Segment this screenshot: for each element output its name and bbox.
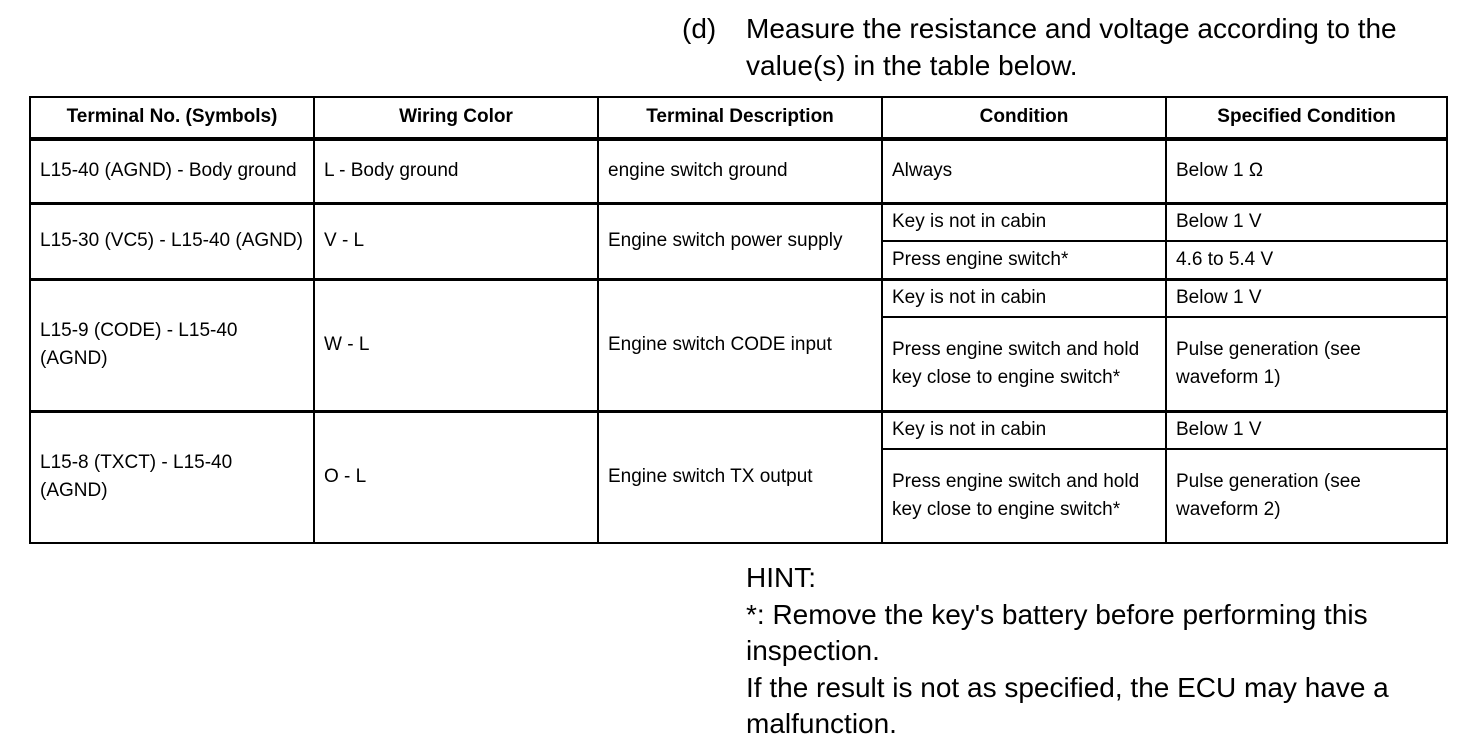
table-row bbox=[30, 279, 1447, 317]
header-specified-condition: Specified Condition bbox=[1166, 97, 1447, 139]
specified-cell: Below 1 V bbox=[1166, 279, 1447, 317]
hint-block bbox=[746, 560, 1446, 743]
specified-cell: Pulse generation (see waveform 2) bbox=[1166, 449, 1447, 543]
wiring-color-cell: W - L bbox=[314, 279, 598, 411]
wiring-color-cell: V - L bbox=[314, 203, 598, 279]
wiring-color-cell: L - Body ground bbox=[314, 139, 598, 203]
description-cell: engine switch ground bbox=[598, 139, 882, 203]
table-row bbox=[30, 139, 1447, 203]
terminal-cell: L15-30 (VC5) - L15-40 (AGND) bbox=[30, 203, 314, 279]
header-terminal-description: Terminal Description bbox=[598, 97, 882, 139]
hint-line: *: Remove the key's battery before performing this inspection. bbox=[746, 598, 1368, 666]
condition-cell: Key is not in cabin bbox=[882, 203, 1166, 241]
terminal-cell: L15-9 (CODE) - L15-40 (AGND) bbox=[30, 279, 314, 411]
hint-line: If the result is not as specified, the ECU may have a malfunction. bbox=[746, 671, 1389, 739]
condition-cell: Key is not in cabin bbox=[882, 279, 1166, 317]
table-row bbox=[30, 203, 1447, 241]
condition-cell: Press engine switch* bbox=[882, 241, 1166, 279]
terminal-cell: L15-40 (AGND) - Body ground bbox=[30, 139, 314, 203]
table-header-row bbox=[30, 97, 1447, 139]
header-wiring-color: Wiring Color bbox=[314, 97, 598, 139]
terminal-cell: L15-8 (TXCT) - L15-40 (AGND) bbox=[30, 411, 314, 543]
wiring-color-cell: O - L bbox=[314, 411, 598, 543]
condition-cell: Key is not in cabin bbox=[882, 411, 1166, 449]
header-condition: Condition bbox=[882, 97, 1166, 139]
header-terminal: Terminal No. (Symbols) bbox=[30, 97, 314, 139]
specified-cell: Below 1 Ω bbox=[1166, 139, 1447, 203]
description-cell: Engine switch CODE input bbox=[598, 279, 882, 411]
description-cell: Engine switch TX output bbox=[598, 411, 882, 543]
hint-title: HINT: bbox=[746, 562, 816, 593]
table-row bbox=[30, 411, 1447, 449]
specified-cell: Below 1 V bbox=[1166, 411, 1447, 449]
specified-cell: Pulse generation (see waveform 1) bbox=[1166, 317, 1447, 411]
step-text: Measure the resistance and voltage according to the value(s) in the table below. bbox=[746, 13, 1397, 81]
specified-cell: Below 1 V bbox=[1166, 203, 1447, 241]
condition-cell: Press engine switch and hold key close to engine switch* bbox=[882, 317, 1166, 411]
step-marker: (d) bbox=[682, 13, 717, 44]
description-cell: Engine switch power supply bbox=[598, 203, 882, 279]
specified-cell: 4.6 to 5.4 V bbox=[1166, 241, 1447, 279]
condition-cell: Always bbox=[882, 139, 1166, 203]
condition-cell: Press engine switch and hold key close to engine switch* bbox=[882, 449, 1166, 543]
specification-table bbox=[29, 96, 1448, 544]
